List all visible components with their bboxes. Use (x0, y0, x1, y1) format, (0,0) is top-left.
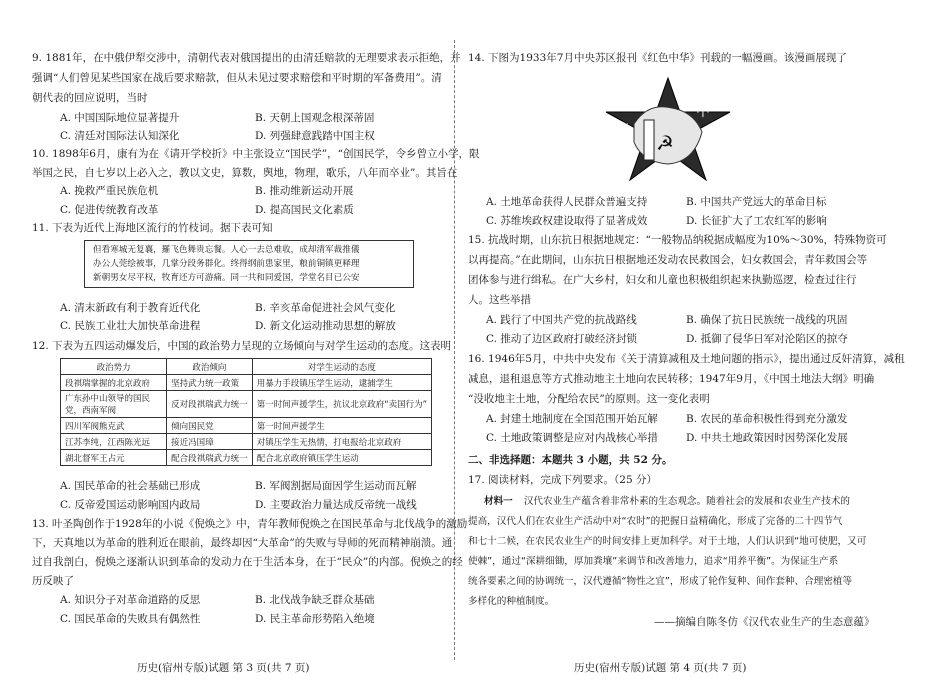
q15-option-c: C. 推动了边区政府打破经济封锁 (486, 333, 637, 345)
table-cell: 接近冯国璋 (167, 434, 253, 450)
q12-stem: 12. 下表为五四运动爆发后，中国的政治势力呈现的立场倾向与对学生运动的态度。这表明 (32, 340, 452, 352)
table-header: 政治倾向 (167, 359, 253, 375)
table-row (61, 375, 432, 391)
table-cell: 湖北督军王占元 (61, 450, 167, 466)
q15-stem-line1: 15. 抗战时期，山东抗日根据地规定：“一般物品纳税据成幅度为10%～30%，特殊物资可 (468, 234, 887, 246)
table-cell: 四川军阀熊克武 (61, 418, 167, 434)
q17-material-line5: 统各要素之间的协调统一，汉代遵循“物性之宜”，形成了轮作复种、间作套种、合理密植等 (468, 576, 853, 587)
q9-option-b: B. 天朝上国观念根深蒂固 (255, 112, 375, 124)
q12-option-a: A. 国民革命的社会基础已形成 (60, 480, 201, 492)
q11-option-c: C. 民族工业壮大加快革命进程 (60, 320, 201, 332)
q9-stem-line3: 朝代表的回应说明，当时 (32, 92, 148, 104)
q14-option-a: A. 土地革命获得人民群众普遍支持 (486, 196, 648, 208)
q13-option-a: A. 知识分子对革命道路的反思 (60, 594, 201, 606)
table-cell: 第一时间声援学生，抗议北京政府“卖国行为” (252, 391, 431, 418)
q12-option-b: B. 军阀割据局面因学生运动而瓦解 (255, 480, 417, 492)
q12-option-d: D. 主要政治力量达成反帝统一战线 (255, 499, 417, 511)
page-footer-right: 历史(宿州专版)试题 第 4 页(共 7 页) (574, 662, 747, 674)
q11-poem-box (84, 240, 414, 288)
q9-option-c: C. 清廷对国际法认知深化 (60, 130, 180, 142)
table-cell: 配合北京政府镇压学生运动 (252, 450, 431, 466)
table-cell: 江苏李纯，江西陈光远 (61, 434, 167, 450)
q13-stem-line4: 历反映了 (32, 575, 74, 587)
q9-stem-line2: 强调“人们曾见某些国家在战后要求赔款，但从未见过要求赔偿和平时期的军备费用”。清 (32, 72, 442, 84)
q16-option-d: D. 中共土地政策因时因势深化发展 (686, 432, 848, 444)
q17-material-line4: 使棘”，通过“深耕细锄，厚加粪壤”来调节和改善地力，追求“用养平衡”。为保证生产系 (468, 556, 839, 567)
q15-option-d: D. 抵御了侵华日军对沦陷区的掠夺 (686, 333, 848, 345)
q11-option-d: D. 新文化运动推动思想的解放 (255, 320, 396, 332)
q17-material-line6: 多样化的种植制度。 (468, 596, 555, 607)
q11-option-b: B. 辛亥革命促进社会风气变化 (255, 302, 396, 314)
table-cell: 倾向国民党 (167, 418, 253, 434)
page-footer-left: 历史(宿州专版)试题 第 3 页(共 7 页) (137, 662, 310, 674)
cartoon-char: 国 (676, 167, 690, 182)
q16-option-a: A. 封建土地制度在全国范围开始瓦解 (486, 413, 658, 425)
q14-stem: 14. 下图为1933年7月中央苏区报刊《红色中华》刊载的一幅漫画。该漫画展现了 (468, 52, 847, 64)
table-cell: 段祺瑞掌握的北京政府 (61, 375, 167, 391)
material-label: 材料一 (484, 496, 513, 507)
q11-poem-line: 办公人莞绘被事，几掌分段务群化。终得纲前患家里，粮前铜镇更释理 (93, 259, 360, 269)
q17-material-line3: 和七十二候，在农民农业生产的时间安排上更加科学。对于土地，人们认识到“地可使肥，又可 (468, 536, 867, 547)
q13-option-c: C. 国民革命的失败具有偶然性 (60, 613, 201, 625)
table-row (61, 391, 432, 418)
q13-stem-line2: 下，天真地以为革命的胜利近在眼前，最终却因“大革命”的失败与导师的死而精神崩溃。通 (32, 537, 453, 549)
q17-source: ——摘编自陈冬仿《汉代农业生产的生态意蕴》 (654, 616, 875, 628)
q12-option-c: C. 反帝爱国运动影响国内政局 (60, 499, 201, 511)
section-heading: 二、非选择题：本题共 3 小题，共 52 分。 (468, 454, 673, 466)
q15-stem-line3: 团体参与进行缉私。在广大乡村，妇女和儿童也积极组织起来执勤巡逻，检查过往行 (468, 274, 857, 286)
q11-poem-line: 但看寒城无复襄，羅飞色舞贵忘餐。人心一去总难收，成却清军裁推儀 (93, 245, 360, 255)
table-row (61, 434, 432, 450)
table-header-row (61, 359, 432, 375)
q11-option-a: A. 清末新政有利于教育近代化 (60, 302, 201, 314)
q13-option-b: B. 北伐战争缺乏群众基础 (255, 594, 375, 606)
q16-stem-line2: 减息，退租退息等方式推动地主土地向农民转移；1947年9月，《中国土地法大纲》明确 (468, 373, 875, 385)
q13-option-d: D. 民主革命形势陷入绝境 (255, 613, 375, 625)
table-header: 政治势力 (61, 359, 167, 375)
q12-table (60, 358, 432, 466)
table-row (61, 418, 432, 434)
cartoon-char: 华 (618, 122, 629, 135)
q17-material-line1 (484, 492, 850, 512)
q10-option-b: B. 推动维新运动开展 (255, 185, 354, 197)
q14-cartoon-image (598, 72, 738, 187)
q14-option-c: C. 苏维埃政权建设取得了显著成效 (486, 215, 648, 227)
table-cell: 坚持武力统一政策 (167, 375, 253, 391)
q15-stem-line4: 人。这些举措 (468, 294, 531, 306)
table-cell: 第一时间声援学生 (252, 418, 431, 434)
q15-option-a: A. 践行了中国共产党的抗战路线 (486, 314, 637, 326)
q16-stem-line1: 16. 1946年5月，中共中央发布《关于清算减租及土地问题的指示》，提出通过反奸清算，减租 (468, 353, 905, 365)
table-cell: 广东孙中山领导的国民党，西南军阀 (61, 391, 167, 418)
q13-stem-line3: 过自我剖白，倪焕之逐渐认识到革命的发动力在于生活本身，在于“民众”的内部。倪焕之的经 (32, 556, 463, 568)
q9-stem-line1: 9. 1881年，在中俄伊犁交涉中，清朝代表对俄国提出的由清廷赔款的无理要求表示拒绝，并 (32, 52, 461, 64)
material-text: 汉代农业生产蕴含着非常朴素的生态观念。随着社会的发展和农业生产技术的 (523, 496, 851, 507)
q14-option-d: D. 长征扩大了工农红军的影响 (686, 215, 827, 227)
q10-option-a: A. 挽救严重民族危机 (60, 185, 159, 197)
q16-stem-line3: “没收地主土地，分配给农民”的原则。这一变化表明 (468, 393, 710, 405)
table-cell: 用暴力手段镇压学生运动，逮捕学生 (252, 375, 431, 391)
table-cell: 配合段祺瑞武力统一 (167, 450, 253, 466)
hammer-sickle-icon: ☭ (656, 131, 674, 155)
q10-stem-line1: 10. 1898年6月，康有为在《请开学校折》中主张设立“国民学”，“创国民学，令乡曾立小学，限 (32, 148, 480, 160)
q9-option-a: A. 中国国际地位显著提升 (60, 112, 180, 124)
q9-option-d: D. 列强肆意践踏中国主权 (255, 130, 375, 142)
q16-option-b: B. 农民的革命积极性得到充分激发 (686, 413, 848, 425)
table-row (61, 450, 432, 466)
q15-stem-line2: 以再提高。”在此期间，山东抗日根据地还发动农民救国会，妇女救国会，青年救国会等 (468, 254, 868, 266)
q10-option-d: D. 提高国民文化素质 (255, 204, 354, 216)
table-cell: 对镇压学生无热情，打电报给北京政府 (252, 434, 431, 450)
q11-stem: 11. 下表为近代上海地区流行的竹枝词。据下表可知 (32, 222, 273, 234)
q15-option-b: B. 确保了抗日民族统一战线的巩固 (686, 314, 848, 326)
q16-option-c: C. 土地政策调整是应对内战核心举措 (486, 432, 658, 444)
q13-stem-line1: 13. 叶圣陶创作于1928年的小说《倪焕之》中，青年教师倪焕之在国民革命与北伐战争的激励 (32, 518, 468, 530)
q11-poem-line: 新朝男女尽平权，牧育还方可游痛。同一共和同爱国，学堂名目已公安 (93, 273, 360, 283)
table-header: 对学生运动的态度 (252, 359, 431, 375)
q14-option-b: B. 中国共产党远大的革命目标 (686, 196, 827, 208)
q17-material-line2: 提高，汉代人们在农业生产活动中对“农时”的把握日益精确化，形成了完备的二十四节气 (468, 516, 843, 527)
q17-stem: 17. 阅读材料，完成下列要求。（25 分） (468, 474, 657, 486)
cartoon-char: 中 (696, 104, 710, 120)
q10-stem-line2: 举国之民，自七岁以上必入之，教以文史，算数，舆地，物理，歌乐，八年而卒业”。其旨在 (32, 167, 458, 179)
q10-option-c: C. 促进传统教育改革 (60, 204, 159, 216)
table-cell: 反对段祺瑞武力统一 (167, 391, 253, 418)
